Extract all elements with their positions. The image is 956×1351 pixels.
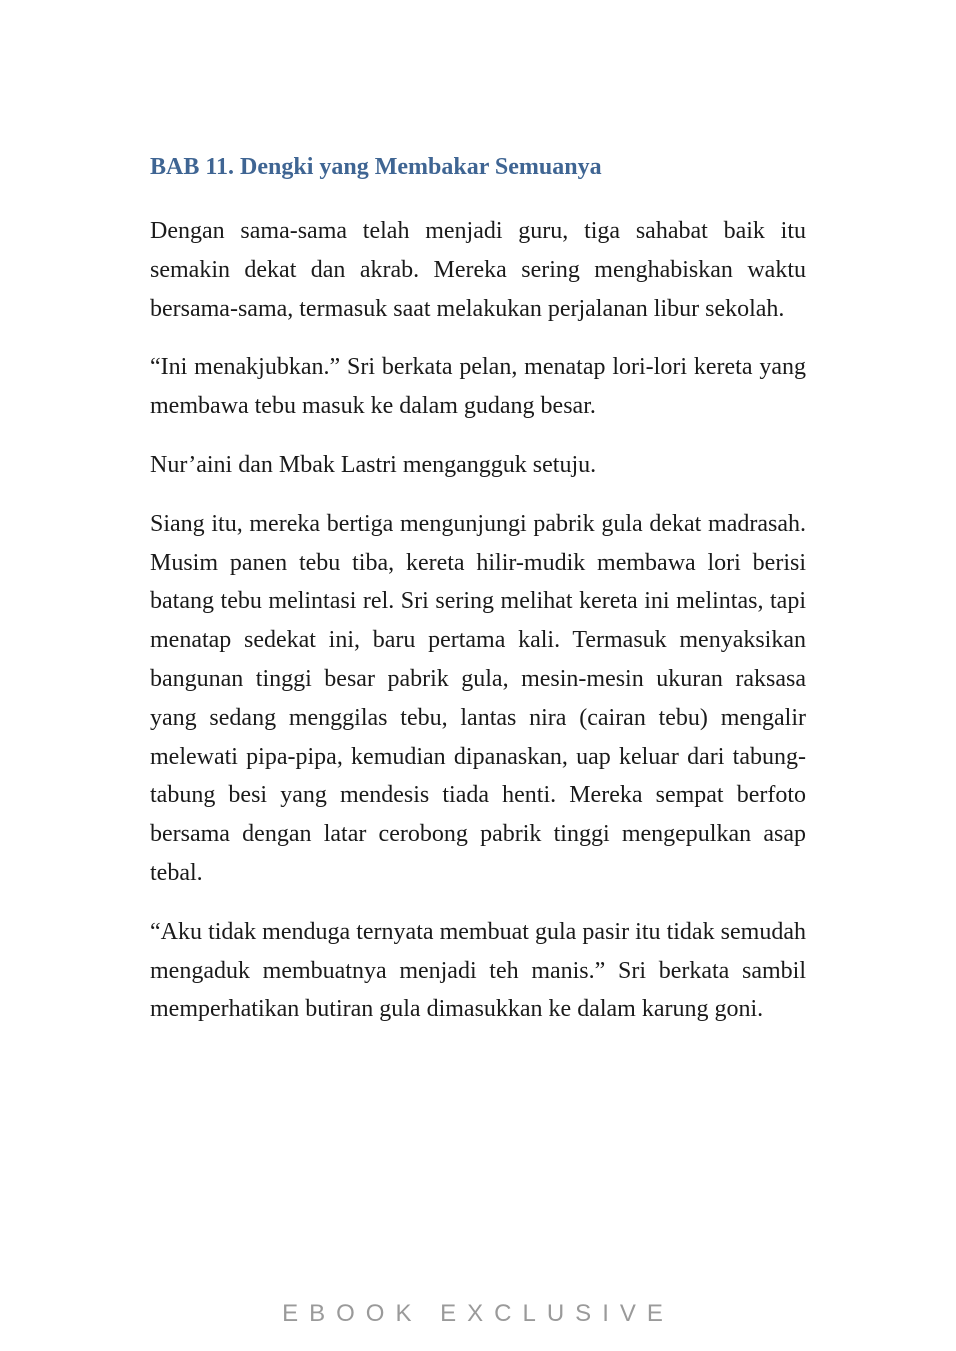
- footer-label: EBOOK EXCLUSIVE: [282, 1300, 674, 1327]
- paragraph: Siang itu, mereka bertiga mengunjungi pabrik gula dekat madrasah. Musim panen tebu tiba, kereta hilir-mudik membawa lori berisi batang tebu melintasi rel. Sri sering melihat kereta ini melintas, tapi menatap sedekat ini, baru pertama kali. Termasuk menyaksikan bangunan tinggi besar pabrik gula, mesin-mesin ukuran raksasa yang sedang menggilas tebu, lantas nira (cairan tebu) mengalir melewati pipa-pipa, kemudian dipanaskan, uap keluar dari tabung-tabung besi yang mendesis tiada henti. Mereka sempat berfoto bersama dengan latar cerobong pabrik tinggi mengepulkan asap tebal.: [150, 510, 806, 886]
- paragraph: Dengan sama-sama telah menjadi guru, tiga sahabat baik itu semakin dekat dan akrab. Mereka sering menghabiskan waktu bersama-sama, termasuk saat melakukan perjalanan libur sekolah.: [150, 218, 806, 322]
- chapter-title: BAB 11. Dengki yang Membakar Semuanya: [150, 154, 602, 180]
- paragraph: “Ini menakjubkan.” Sri berkata pelan, menatap lori-lori kereta yang membawa tebu masuk ke dalam gudang besar.: [150, 354, 806, 420]
- paragraph: “Aku tidak menduga ternyata membuat gula pasir itu tidak semudah mengaduk membuatnya menjadi teh manis.” Sri berkata sambil memperhatikan butiran gula dimasukkan ke dalam karung goni.: [150, 918, 806, 1023]
- paragraph: Nur’aini dan Mbak Lastri mengangguk setuju.: [150, 451, 597, 478]
- page-content: [150, 150, 806, 1049]
